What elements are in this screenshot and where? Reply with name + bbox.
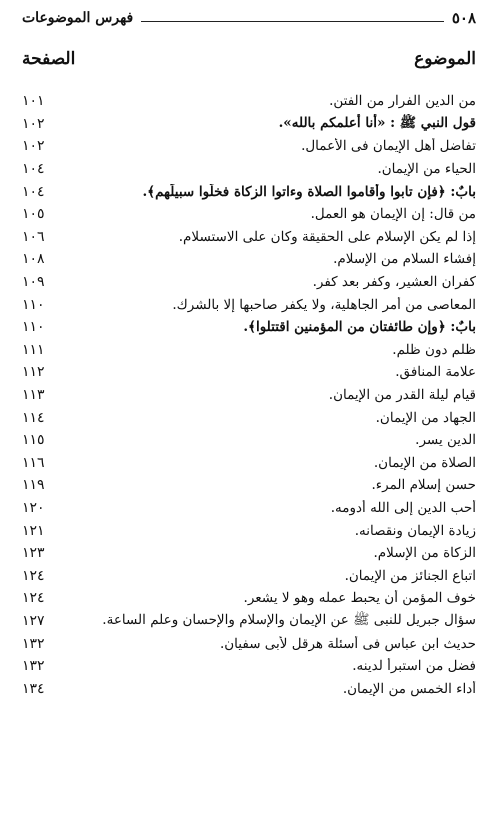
toc-entry-topic: زيادة الإيمان ونقصانه. <box>354 522 476 539</box>
toc-entry-topic: قيام ليلة القدر من الإيمان. <box>328 387 476 404</box>
toc-entry-page: ١٠٥ <box>22 206 45 223</box>
toc-entry <box>22 316 476 339</box>
toc-entry-topic: تفاضل أهل الإيمان فى الأعمال. <box>301 138 476 155</box>
toc-entry <box>22 361 476 384</box>
toc-entry <box>22 203 476 226</box>
toc-entry <box>22 406 476 429</box>
toc-entry <box>22 542 476 565</box>
toc-entry-topic: علامة المنافق. <box>395 364 476 381</box>
toc-entry-page: ١٣٤ <box>22 680 45 697</box>
toc-entry-topic: سؤال جبريل للنبى ﷺ عن الإيمان والإسلام والإحسان وعلم الساعة. <box>102 611 476 628</box>
toc-entry <box>22 564 476 587</box>
toc-entry-topic: أداء الخمس من الإيمان. <box>342 680 476 697</box>
toc-entry <box>22 429 476 452</box>
toc-entry-topic: قول النبي ﷺ : «أنا أعلمكم بالله». <box>278 114 476 131</box>
toc-entry-page: ١٠٤ <box>22 161 45 178</box>
toc-entry <box>22 293 476 316</box>
toc-entry <box>22 587 476 610</box>
toc-entry-page: ١٠١ <box>22 93 45 110</box>
toc-entry <box>22 135 476 158</box>
toc-entry-topic: الدين يسر. <box>415 432 476 449</box>
toc-entry <box>22 519 476 542</box>
toc-entry-topic: الحياء من الإيمان. <box>377 161 476 178</box>
toc-entry <box>22 632 476 655</box>
toc-entry-page: ١٢٠ <box>22 499 45 516</box>
toc-entry <box>22 677 476 700</box>
toc-entry-topic: الزكاة من الإسلام. <box>373 545 476 562</box>
toc-entry-page: ١٠٩ <box>22 274 45 291</box>
toc-entry-topic: بابٌ: ﴿فإن تابوا وأقاموا الصلاة وءاتوا الزكاة فخلُّوا سبيلَهم﴾. <box>142 183 476 200</box>
toc-entry-page: ١١٢ <box>22 364 45 381</box>
toc-entry-topic: المعاصى من أمر الجاهلية، ولا يكفر صاحبها إلا بالشرك. <box>172 296 476 313</box>
toc-entry-topic: الجهاد من الإيمان. <box>375 409 476 426</box>
toc-entry-topic: الصلاة من الإيمان. <box>373 454 476 471</box>
toc-entry-page: ١١٥ <box>22 432 45 449</box>
toc-entry <box>22 158 476 181</box>
column-headers <box>22 44 476 74</box>
toc-entry <box>22 180 476 203</box>
toc-entry-topic: إفشاء السلام من الإسلام. <box>333 251 476 268</box>
toc-list <box>22 90 476 700</box>
toc-entry <box>22 90 476 113</box>
toc-entry <box>22 497 476 520</box>
toc-entry-page: ١٠٦ <box>22 228 45 245</box>
toc-entry-page: ١٣٢ <box>22 658 45 675</box>
topic-column-header: الموضوع <box>414 49 476 69</box>
toc-entry-page: ١٠٢ <box>22 138 45 155</box>
toc-entry-topic: من الدين الفرار من الفتن. <box>329 93 476 110</box>
toc-entry <box>22 226 476 249</box>
toc-entry-topic: ظلم دون ظلم. <box>392 341 476 358</box>
toc-entry-page: ١١١ <box>22 341 45 358</box>
toc-entry-topic: اتباع الجنائز من الإيمان. <box>344 567 476 584</box>
toc-entry-page: ١١٩ <box>22 477 45 494</box>
header-rule <box>141 21 444 22</box>
toc-entry <box>22 474 476 497</box>
toc-entry-topic: كفران العشير، وكفر بعد كفر. <box>312 274 476 291</box>
toc-entry-page: ١٢٧ <box>22 612 45 629</box>
toc-entry-topic: بابٌ: ﴿وإن طائفتان من المؤمنين اقتتلوا﴾. <box>243 319 476 336</box>
running-head <box>22 6 476 30</box>
toc-entry-page: ١١٠ <box>22 296 45 313</box>
toc-entry <box>22 248 476 271</box>
toc-entry-topic: حديث ابن عباس فى أسئلة هرقل لأبى سفيان. <box>219 635 476 652</box>
toc-entry-page: ١١٠ <box>22 319 45 336</box>
toc-entry-page: ١٢١ <box>22 522 45 539</box>
running-title: فهرس الموضوعات <box>22 10 134 26</box>
toc-entry-page: ١١٣ <box>22 387 45 404</box>
page-column-header: الصفحة <box>22 49 76 69</box>
page-number: ٥٠٨ <box>451 9 476 27</box>
toc-entry-page: ١٣٢ <box>22 635 45 652</box>
toc-entry <box>22 339 476 362</box>
toc-entry-page: ١١٤ <box>22 409 45 426</box>
toc-entry <box>22 113 476 136</box>
toc-entry <box>22 610 476 633</box>
toc-entry-topic: إذا لم يكن الإسلام على الحقيقة وكان على الاستسلام. <box>178 228 476 245</box>
toc-entry <box>22 271 476 294</box>
toc-entry <box>22 384 476 407</box>
toc-entry <box>22 655 476 678</box>
toc-entry-page: ١٠٤ <box>22 183 45 200</box>
toc-entry-page: ١٠٢ <box>22 115 45 132</box>
toc-entry-page: ١٠٨ <box>22 251 45 268</box>
toc-entry-page: ١٢٤ <box>22 567 45 584</box>
toc-entry-topic: من قال: إن الإيمان هو العمل. <box>310 206 476 223</box>
toc-entry <box>22 452 476 475</box>
toc-entry-topic: خوف المؤمن أن يحبط عمله وهو لا يشعر. <box>243 590 476 607</box>
toc-entry-page: ١١٦ <box>22 454 45 471</box>
toc-entry-topic: فضل من استبرأ لدينه. <box>352 658 476 675</box>
toc-entry-topic: أحب الدين إلى الله أدومه. <box>330 499 476 516</box>
toc-entry-page: ١٢٣ <box>22 545 45 562</box>
toc-entry-topic: حسن إسلام المرء. <box>371 477 476 494</box>
toc-entry-page: ١٢٤ <box>22 590 45 607</box>
